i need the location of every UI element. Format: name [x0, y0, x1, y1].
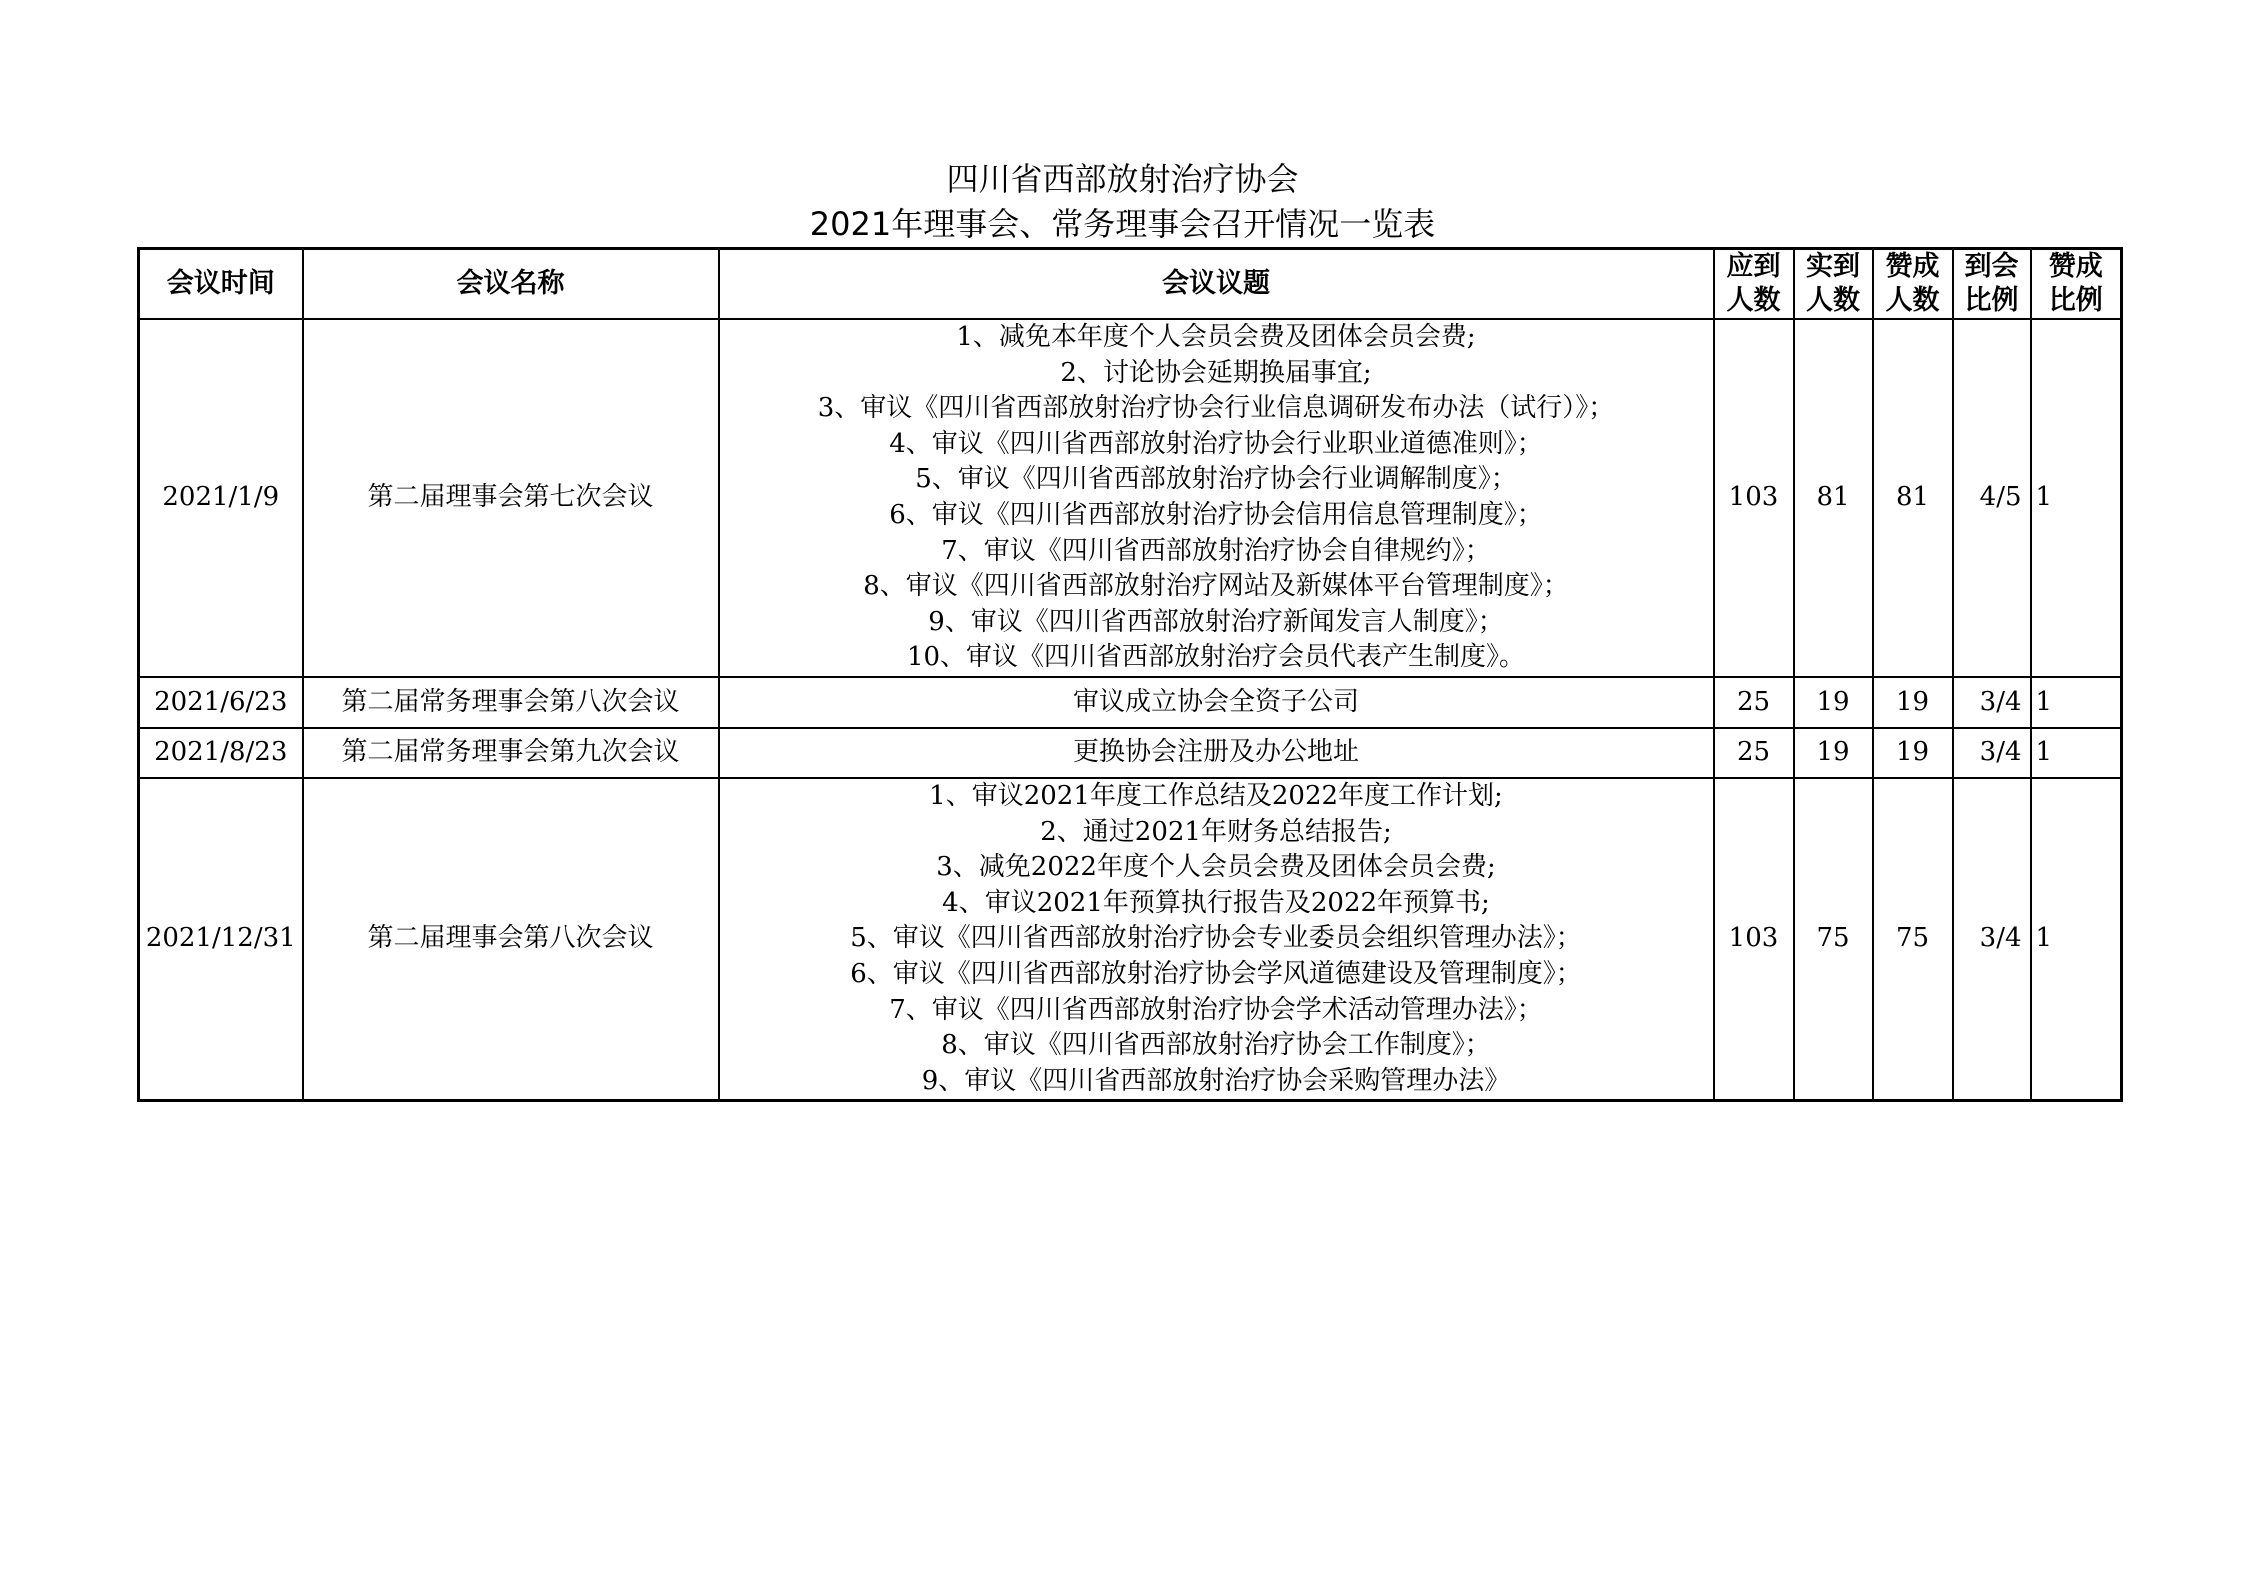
header-text: 人数 — [1726, 285, 1781, 316]
header-text: 赞成 — [2048, 251, 2103, 282]
topic-item: 1、审议2021年度工作总结及2022年度工作计划; — [929, 780, 1503, 811]
meeting-time: 2021/1/9 — [139, 319, 303, 677]
meeting-topics — [719, 319, 1714, 677]
topic-item: 审议成立协会全资子公司 — [1072, 686, 1359, 717]
expected-count: 25 — [1714, 677, 1794, 728]
header-actual — [1794, 249, 1873, 320]
expected-count: 25 — [1714, 728, 1794, 778]
topic-item: 更换协会注册及办公地址 — [1072, 737, 1359, 768]
attend-ratio: 3/4 — [1953, 677, 2031, 728]
header-text: 人数 — [1806, 285, 1860, 316]
header-approve-ratio — [2031, 249, 2122, 320]
topic-item: 5、审议《四川省西部放射治疗协会专业委员会组织管理办法》； — [850, 923, 1582, 954]
actual-count: 19 — [1794, 677, 1873, 728]
header-text: 赞成 — [1885, 251, 1940, 282]
meeting-topics — [719, 778, 1714, 1101]
table-row — [139, 778, 2122, 1101]
approve-ratio: 1 — [2031, 728, 2122, 778]
table-row — [139, 319, 2122, 677]
approve-ratio: 1 — [2031, 677, 2122, 728]
topic-item: 6、审议《四川省西部放射治疗协会学风道德建设及管理制度》； — [850, 958, 1582, 989]
meeting-name: 第二届理事会第七次会议 — [303, 319, 719, 677]
meeting-name: 第二届常务理事会第八次会议 — [303, 677, 719, 728]
meeting-time: 2021/8/23 — [139, 728, 303, 778]
topic-item: 4、审议2021年预算执行报告及2022年预算书; — [942, 887, 1490, 918]
header-text: 人数 — [1885, 285, 1940, 316]
topic-item: 7、审议《四川省西部放射治疗协会学术活动管理办法》； — [889, 994, 1543, 1025]
topic-item: 8、审议《四川省西部放射治疗协会工作制度》； — [941, 1030, 1491, 1061]
header-attend-ratio — [1953, 249, 2031, 320]
header-expected — [1714, 249, 1794, 320]
approve-count: 75 — [1873, 778, 1953, 1101]
topic-item: 2、通过2021年财务总结报告; — [1040, 816, 1392, 847]
actual-count: 75 — [1794, 778, 1873, 1101]
approve-count: 19 — [1873, 677, 1953, 728]
attend-ratio: 3/4 — [1953, 778, 2031, 1101]
header-text: 应到 — [1726, 251, 1781, 282]
header-text: 比例 — [1964, 285, 2019, 316]
topic-item: 8、审议《四川省西部放射治疗网站及新媒体平台管理制度》； — [863, 571, 1569, 602]
approve-ratio: 1 — [2031, 778, 2122, 1101]
header-text: 比例 — [2048, 285, 2103, 316]
document-title: 四川省西部放射治疗协会 — [946, 160, 1299, 198]
meeting-topics — [719, 677, 1714, 728]
header-text: 实到 — [1806, 251, 1860, 282]
topic-item: 7、审议《四川省西部放射治疗协会自律规约》； — [941, 535, 1491, 566]
header-name: 会议名称 — [303, 249, 719, 320]
approve-count: 19 — [1873, 728, 1953, 778]
meeting-topics — [719, 728, 1714, 778]
meeting-name: 第二届理事会第八次会议 — [303, 778, 719, 1101]
topic-item: 1、减免本年度个人会员会费及团体会员会费; — [956, 322, 1476, 352]
meeting-name: 第二届常务理事会第九次会议 — [303, 728, 719, 778]
actual-count: 19 — [1794, 728, 1873, 778]
topic-item: 4、审议《四川省西部放射治疗协会行业职业道德准则》； — [889, 428, 1543, 459]
header-approve — [1873, 249, 1953, 320]
document-subtitle: 2021年理事会、常务理事会召开情况一览表 — [809, 205, 1436, 243]
header-row — [139, 249, 2122, 320]
actual-count: 81 — [1794, 319, 1873, 677]
topic-item: 6、审议《四川省西部放射治疗协会信用信息管理制度》； — [889, 499, 1543, 530]
approve-ratio: 1 — [2031, 319, 2122, 677]
attend-ratio: 4/5 — [1953, 319, 2031, 677]
topic-item: 10、审议《四川省西部放射治疗会员代表产生制度》。 — [906, 642, 1526, 673]
expected-count: 103 — [1714, 778, 1794, 1101]
topic-item: 2、讨论协会延期换届事宜; — [1060, 357, 1372, 388]
expected-count: 103 — [1714, 319, 1794, 677]
topic-item: 3、审议《四川省西部放射治疗协会行业信息调研发布办法（试行）》； — [817, 393, 1615, 424]
meeting-time: 2021/12/31 — [139, 778, 303, 1101]
meeting-time: 2021/6/23 — [139, 677, 303, 728]
topic-item: 9、审议《四川省西部放射治疗协会采购管理办法》 — [921, 1065, 1511, 1096]
header-text: 到会 — [1964, 251, 2019, 282]
topic-item: 3、减免2022年度个人会员会费及团体会员会费; — [936, 852, 1496, 883]
meetings-table — [137, 247, 2123, 1102]
topic-item: 9、审议《四川省西部放射治疗新闻发言人制度》； — [928, 606, 1504, 637]
table-row — [139, 677, 2122, 728]
approve-count: 81 — [1873, 319, 1953, 677]
header-time: 会议时间 — [139, 249, 303, 320]
table-row — [139, 728, 2122, 778]
attend-ratio: 3/4 — [1953, 728, 2031, 778]
topic-item: 5、审议《四川省西部放射治疗协会行业调解制度》； — [915, 464, 1517, 495]
header-topics: 会议议题 — [719, 249, 1714, 320]
